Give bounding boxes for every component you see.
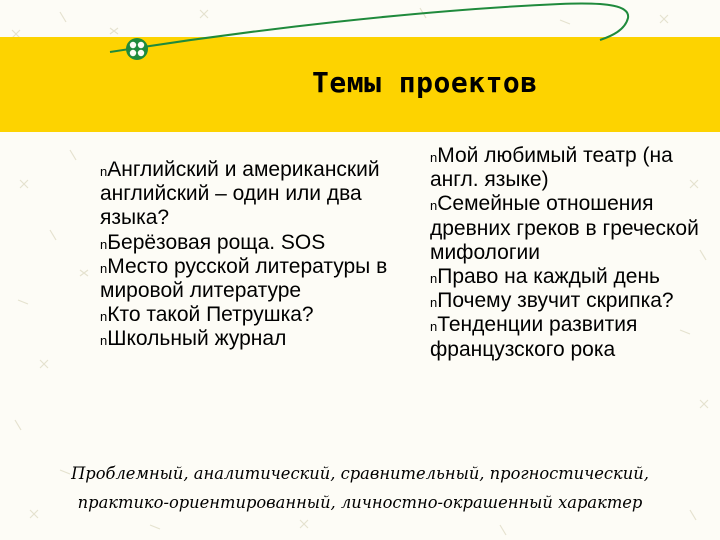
bullet: n [430,319,438,335]
bullet: n [430,198,438,214]
left-topic-list [100,158,400,352]
characteristics-note [0,459,720,517]
bullet: n [100,236,108,252]
bullet: n [100,260,108,276]
right-topic-list [430,144,715,362]
bullet: n [430,271,438,287]
list-item: nПраво на каждый день [430,265,660,289]
note-line: практико-ориентированный, личностно-окрашенный характер [77,493,643,512]
note-line: Проблемный, аналитический, сравнительный, прогностический, [71,464,649,483]
list-item: nТенденции развития французского рока [430,313,638,361]
bullet: n [100,164,108,179]
list-item: nКто такой Петрушка? [100,303,314,327]
list-item: nПочему звучит скрипка? [430,289,674,313]
list-item: nБерёзовая роща. SOS [100,230,326,254]
slide-title: Темы проектов [312,66,538,99]
bullet: n [430,295,438,311]
list-item: nМой любимый театр (на англ. языке) [430,144,673,192]
list-item: nАнглийский и американский английский – один или два языка? [100,158,380,230]
list-item: nШкольный журнал [100,327,287,351]
bullet: n [100,333,108,349]
list-item: nСемейные отношения древних греков в греческой мифологии [430,192,699,264]
bullet: n [100,309,108,325]
list-item: nМесто русской литературы в мировой литературе [100,254,388,303]
bullet: n [430,150,438,165]
